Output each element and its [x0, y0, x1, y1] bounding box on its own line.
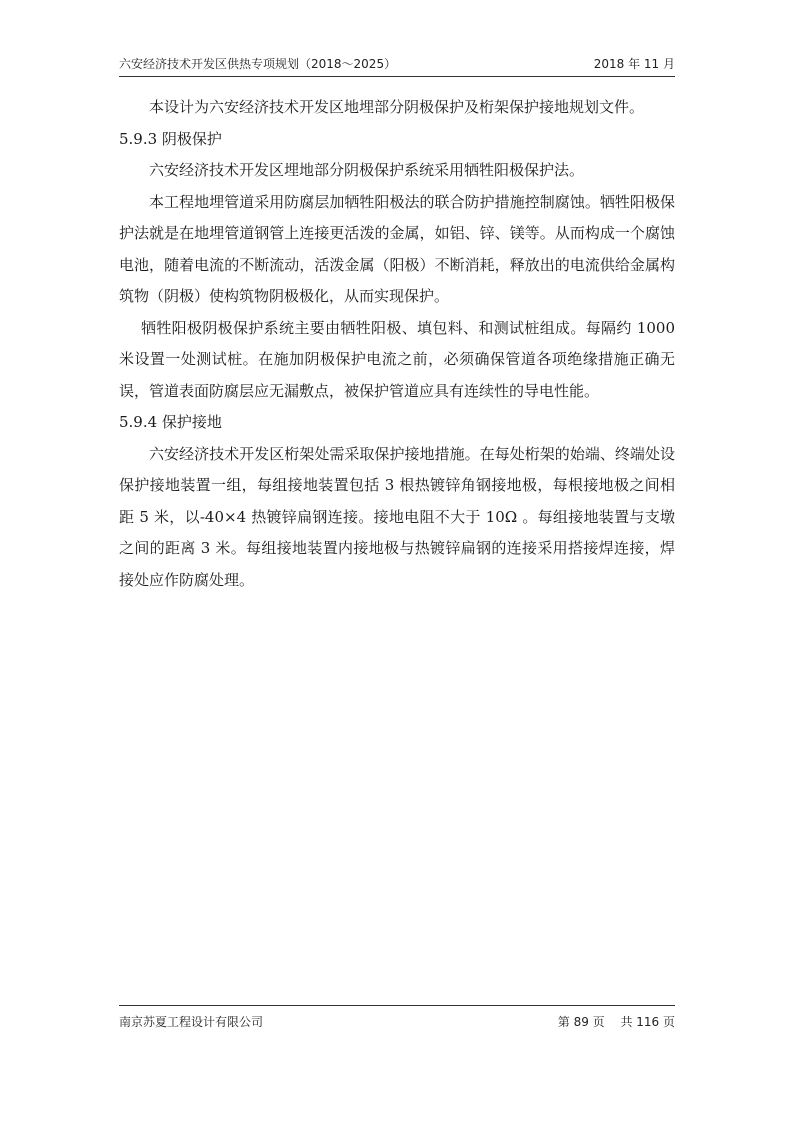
intro-paragraph: 本设计为六安经济技术开发区地埋部分阴极保护及桁架保护接地规划文件。: [149, 98, 645, 116]
section-heading-cathodic-protection: 5.9.3 阴极保护: [119, 129, 222, 148]
footer-divider: [119, 1005, 675, 1006]
paragraph: 牺牲阳极阴极保护系统主要由牺牲阳极、填包料、和测试桩组成。每隔约 1000 米设置一处测试桩。在施加阴极保护电流之前，必须确保管道各项绝缘措施正确无误，管道表面防腐层应无漏敷点，被保护管道应具有连续性的导电性能。: [119, 318, 675, 400]
footer-page-number: 第 89 页 共 116 页: [557, 1015, 675, 1029]
paragraph: 本工程地埋管道采用防腐层加牺牲阳极法的联合防护措施控制腐蚀。牺牲阳极保护法就是在地埋管道钢管上连接更活泼的金属，如铝、锌、镁等。从而构成一个腐蚀电池，随着电流的不断流动，活泼金属（阳极）不断消耗，释放出的电流供给金属构筑物（阴极）使构筑物阴极极化，从而实现保护。: [119, 192, 675, 305]
header-divider: [119, 76, 675, 77]
section-heading-protective-grounding: 5.9.4 保护接地: [119, 413, 222, 431]
page-header: [119, 55, 675, 75]
footer-company: 南京苏夏工程设计有限公司: [119, 1015, 264, 1029]
header-date: 2018 年 11 月: [593, 57, 675, 71]
document-body: [119, 92, 675, 596]
header-title: 六安经济技术开发区供热专项规划（2018～2025）: [119, 57, 397, 71]
paragraph: 六安经济技术开发区桁架处需采取保护接地措施。在每处桁架的始端、终端处设保护接地装置一组，每组接地装置包括 3 根热镀锌角钢接地极，每根接地极之间相距 5 米，以-40×4 热镀锌扁钢连接。接地电阻不大于 10Ω 。每组接地装置与支墩之间的距离 3 米。每组接地装置内接地极与热镀锌扁钢的连接采用搭接焊连接，焊接处应作防腐处理。: [119, 444, 675, 589]
page-footer: [119, 1013, 675, 1033]
paragraph: 六安经济技术开发区埋地部分阴极保护系统采用牺牲阳极保护法。: [149, 161, 585, 179]
